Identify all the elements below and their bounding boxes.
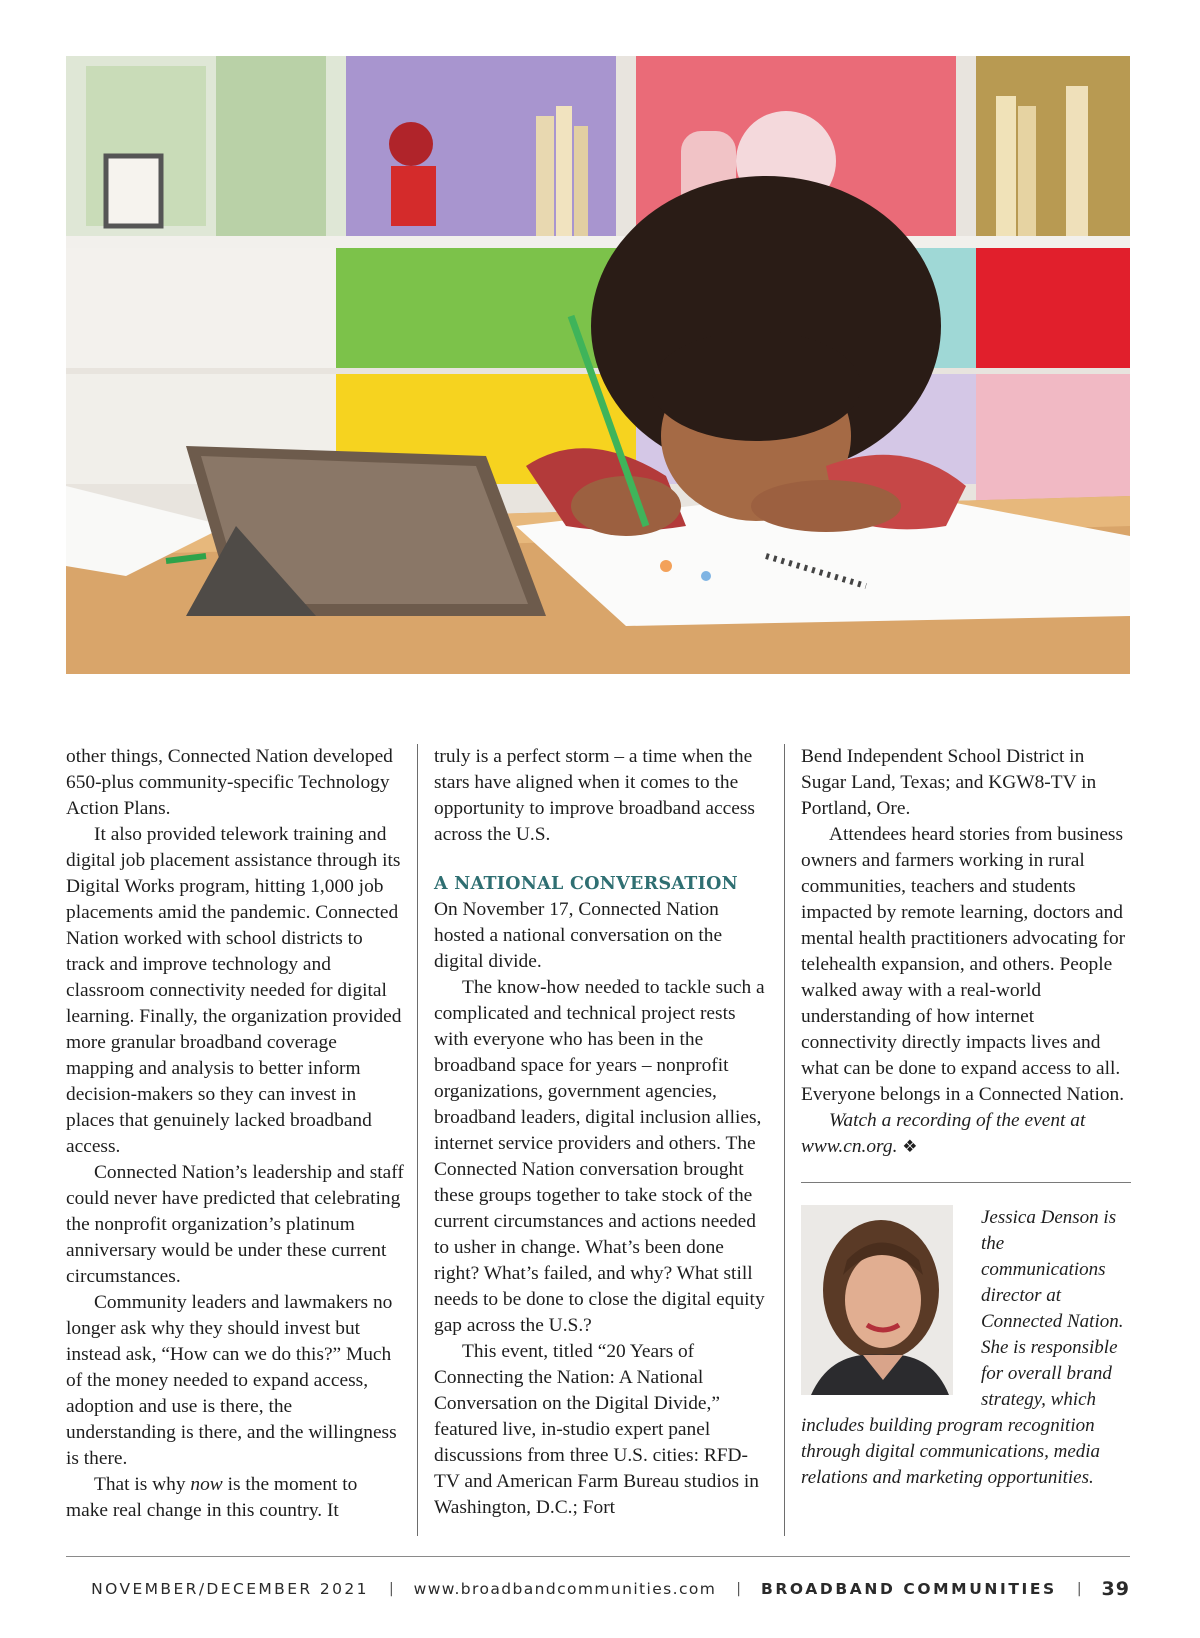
article-column-1 bbox=[66, 744, 404, 1524]
footer-separator: | bbox=[736, 1581, 741, 1597]
column-divider bbox=[784, 744, 785, 1536]
child-drawing-with-tablet-photo bbox=[66, 56, 1130, 674]
issue-date: NOVEMBER/DECEMBER 2021 bbox=[91, 1580, 369, 1598]
closing-note bbox=[801, 1108, 1131, 1160]
paragraph: Connected Nation’s leadership and staff could never have predicted that celebrating the nonprofit organization’s platinum anniversary would be under these current circumstances. bbox=[66, 1162, 404, 1287]
paragraph: On November 17, Connected Nation hosted a national conversation on the digital divide. bbox=[434, 899, 723, 972]
event-link-text: Watch a recording of the event at www.cn.org. bbox=[801, 1110, 1086, 1157]
footer-separator: | bbox=[388, 1581, 394, 1597]
paragraph: Bend Independent School District in Sugar Land, Texas; and KGW8-TV in Portland, Ore. bbox=[801, 746, 1097, 819]
bio-divider bbox=[801, 1182, 1131, 1183]
author-portrait bbox=[801, 1205, 953, 1395]
paragraph: truly is a perfect storm – a time when the stars have aligned when it comes to the opportunity to improve broadband access across the U.S. bbox=[434, 746, 755, 845]
page-footer bbox=[66, 1574, 1130, 1604]
paragraph: Attendees heard stories from business owners and farmers working in rural communities, teachers and students impacted by remote learning, doctors and mental health practitioners advocating for telehealth expansion, and others. People walked away with a real-world understanding of how internet connectivity directly impacts lives and what can be done to expand access to all. Everyone belongs in a Connected Nation. bbox=[801, 824, 1126, 1105]
text-run: That is why bbox=[94, 1474, 191, 1495]
page-number: 39 bbox=[1101, 1578, 1130, 1600]
article-column-3 bbox=[801, 744, 1131, 1491]
paragraph: Community leaders and lawmakers no longer ask why they should invest but instead ask, “How can we do this?” Much of the money needed to expand access, adoption and use is there, the understanding is there, and the willingness is there. bbox=[66, 1292, 397, 1469]
author-bio bbox=[801, 1205, 1131, 1491]
section-heading: A NATIONAL CONVERSATION bbox=[434, 874, 738, 894]
end-mark-icon: ❖ bbox=[902, 1137, 918, 1156]
hero-photo bbox=[66, 56, 1130, 674]
magazine-name: BROADBAND COMMUNITIES bbox=[760, 1580, 1057, 1598]
footer-separator: | bbox=[1076, 1581, 1082, 1597]
author-portrait-photo bbox=[801, 1205, 953, 1395]
column-divider bbox=[417, 744, 418, 1536]
paragraph: other things, Connected Nation developed 650-plus community-specific Technology Action Plans. bbox=[66, 746, 393, 819]
paragraph: It also provided telework training and digital job placement assistance through its Digital Works program, hitting 1,000 job placements amid the pandemic. Connected Nation worked with school districts to track and improve technology and classroom connectivity needed for digital learning. Finally, the organization provided more granular broadband coverage mapping and analysis to better inform decision-makers so they can invest in places that genuinely lacked broadband access. bbox=[66, 824, 402, 1157]
footer-rule bbox=[66, 1556, 1130, 1557]
paragraph: This event, titled “20 Years of Connecting the Nation: A National Conversation on the Digital Divide,” featured live, in-studio expert panel discussions from three U.S. cities: RFD-TV and American Farm Bureau studios in Washington, D.C.; Fort bbox=[434, 1341, 759, 1518]
emphasis-text: now bbox=[190, 1474, 223, 1495]
article-column-2 bbox=[434, 744, 770, 1521]
author-bio-text: Jessica Denson is the communications director at Connected Nation. She is responsible for overall brand strategy, which includes building program recognition through digital communications, media relations and marketing opportunities. bbox=[801, 1207, 1124, 1488]
text-run: is the moment to make real change in this country. It bbox=[66, 1474, 358, 1521]
website-link[interactable]: www.broadbandcommunities.com bbox=[413, 1580, 717, 1598]
paragraph bbox=[66, 1472, 404, 1524]
paragraph: The know-how needed to tackle such a complicated and technical project rests with everyone who has been in the broadband space for years – nonprofit organizations, government agencies, broadband leaders, digital inclusion allies, internet service providers and others. The Connected Nation conversation brought these groups together to take stock of the current circumstances and actions needed to usher in change. What’s been done right? What’s failed, and why? What still needs to be done to close the digital equity gap across the U.S.? bbox=[434, 977, 765, 1336]
